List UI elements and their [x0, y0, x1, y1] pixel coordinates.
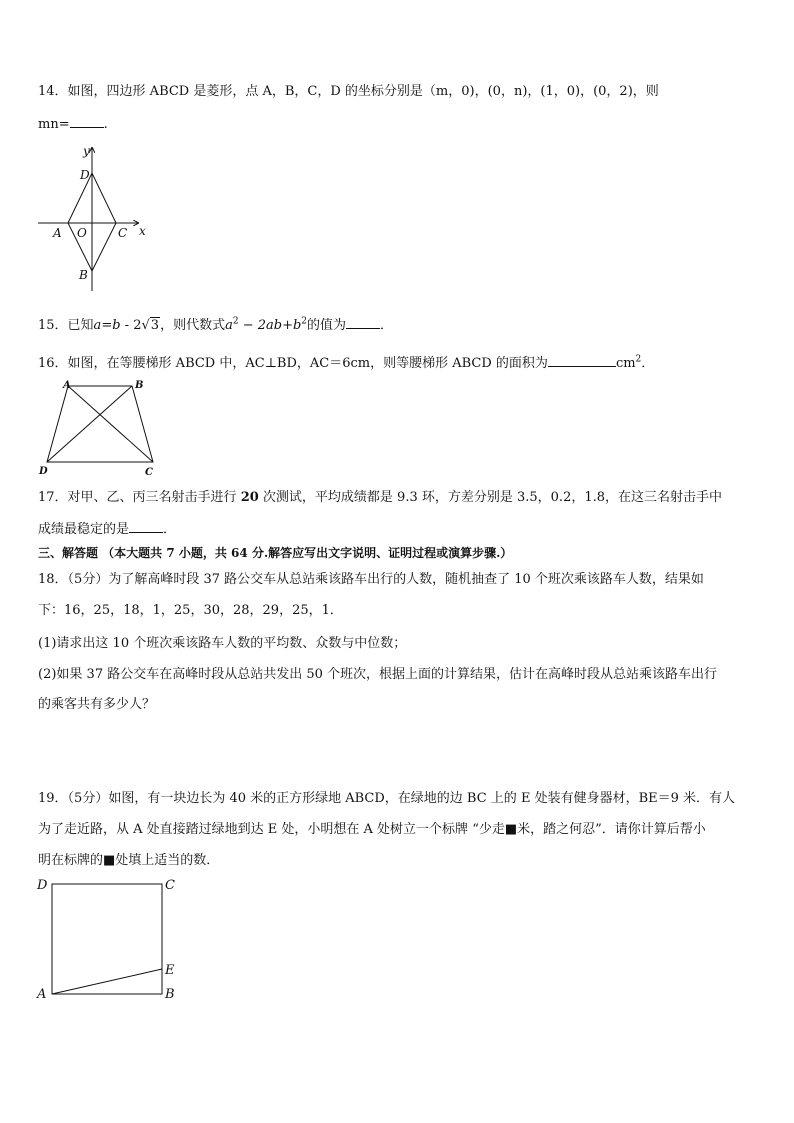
q15-expr-mid: − 2ab+b: [238, 318, 302, 333]
section-3-heading: 三、解答题 （本大题共 7 小题，共 64 分.解答应写出文字说明、证明过程或演算步骤.）: [38, 546, 513, 560]
q14-line1: 14．如图，四边形 ABCD 是菱形，点 A，B，C，D 的坐标分别是（m，0)，(0，n)，(1，0)，(0，2)，则: [38, 84, 659, 99]
q17-line2: [38, 520, 176, 539]
q19-label-B: B: [165, 987, 175, 1002]
q16-line: [38, 354, 654, 373]
q15-prefix: 15．已知: [38, 318, 94, 333]
q19-path-AE: [52, 969, 162, 994]
q16-diagonal-BD: [47, 386, 132, 462]
q17-line1: [38, 489, 722, 507]
q14-mn-label: mn=: [38, 117, 70, 132]
q18-line2: 下：16，25，18，1，25，30，28，29，25，1．: [38, 603, 343, 618]
q15-end: ．: [380, 318, 394, 333]
q14-label-B: B: [79, 268, 88, 282]
q17-end: ．: [163, 522, 177, 537]
q15-sqrt-sign: √: [141, 318, 150, 333]
q19-line1: 19．（5分）如图，有一块边长为 40 米的正方形绿地 ABCD，在绿地的边 BC 上的 E 处装有健身器材，BE＝9 米．有人: [38, 791, 736, 806]
q15-mid-text: ，则代数式: [160, 318, 226, 333]
q15-expr-a: a: [225, 318, 233, 333]
q14-label-O: O: [77, 226, 87, 240]
q15-var-b: b: [112, 318, 121, 333]
q19-label-C: C: [165, 878, 175, 893]
q17-test-count: 20: [240, 490, 259, 505]
q19-label-D: D: [37, 878, 48, 893]
q18-part2-line1: (2)如果 37 路公交车在高峰时段从总站共发出 50 个班次，根据上面的计算结果，估计在高峰时段从总站乘该路车出行: [38, 667, 718, 682]
q19-label-E: E: [165, 963, 175, 978]
q15-exp2: 2: [301, 316, 308, 327]
q16-trapezoid-figure: [35, 378, 165, 478]
q15-equals: =: [101, 318, 113, 333]
q14-label-x: x: [139, 224, 146, 238]
q16-end: ．: [641, 356, 655, 371]
q16-unit: cm: [615, 356, 636, 371]
q16-label-D: D: [39, 466, 48, 477]
q16-label-C: C: [145, 467, 153, 478]
q19-line2: 为了走近路，从 A 处直接踏过绿地到达 E 处，小明想在 A 处树立一个标牌 “少走■米，踏之何忍”．请你计算后帮小: [38, 822, 706, 837]
q17-text-a: 17．对甲、乙、丙三名射击手进行: [38, 490, 241, 505]
q14-label-A: A: [53, 226, 62, 240]
q14-period: .: [103, 117, 108, 132]
q14-label-D: D: [80, 168, 90, 182]
q15-radicand: 3: [150, 318, 160, 333]
q17-text-c: 次测试，平均成绩都是 9.3 环，方差分别是 3.5，0.2，1.8，在这三名射击手中: [258, 490, 723, 505]
q15-line: [38, 316, 393, 335]
q15-answer-blank: [346, 316, 380, 329]
q14-label-y: y: [83, 144, 90, 158]
q16-trapezoid: [47, 386, 153, 462]
q19-square-figure: [35, 873, 185, 1008]
q14-label-C: C: [118, 226, 128, 240]
q16-label-B: B: [135, 380, 144, 391]
q15-exp1: 2: [232, 316, 239, 327]
q18-part2-line2: 的乘客共有多少人？: [38, 697, 156, 712]
q16-text: 16．如图，在等腰梯形 ABCD 中，AC⊥BD，AC＝6cm，则等腰梯形 ABCD 的面积为: [38, 356, 548, 371]
q16-unit-exp: 2: [635, 354, 642, 365]
q14-line2: [38, 115, 108, 134]
q19-label-A: A: [37, 987, 47, 1002]
q17-line2-text: 成绩最稳定的是: [38, 522, 130, 537]
q14-rhombus-figure: [35, 143, 155, 293]
q15-minus-two: - 2: [120, 318, 142, 333]
q19-line3: 明在标牌的■处填上适当的数．: [38, 853, 220, 868]
q15-tail: 的值为: [307, 318, 347, 333]
q16-answer-blank: [548, 354, 616, 367]
q14-answer-blank: [70, 115, 104, 128]
q19-square: [52, 884, 162, 994]
q17-answer-blank: [129, 520, 163, 533]
q16-label-A: A: [63, 380, 71, 391]
q18-line1: 18．（5分）为了解高峰时段 37 路公交车从总站乘该路车出行的人数，随机抽查了 10 个班次乘该路车人数，结果如: [38, 572, 704, 587]
q15-var-a: a: [93, 318, 102, 333]
q18-part1: (1)请求出这 10 个班次乘该路车人数的平均数、众数与中位数；: [38, 636, 407, 651]
q16-diagonal-AC: [68, 386, 153, 462]
